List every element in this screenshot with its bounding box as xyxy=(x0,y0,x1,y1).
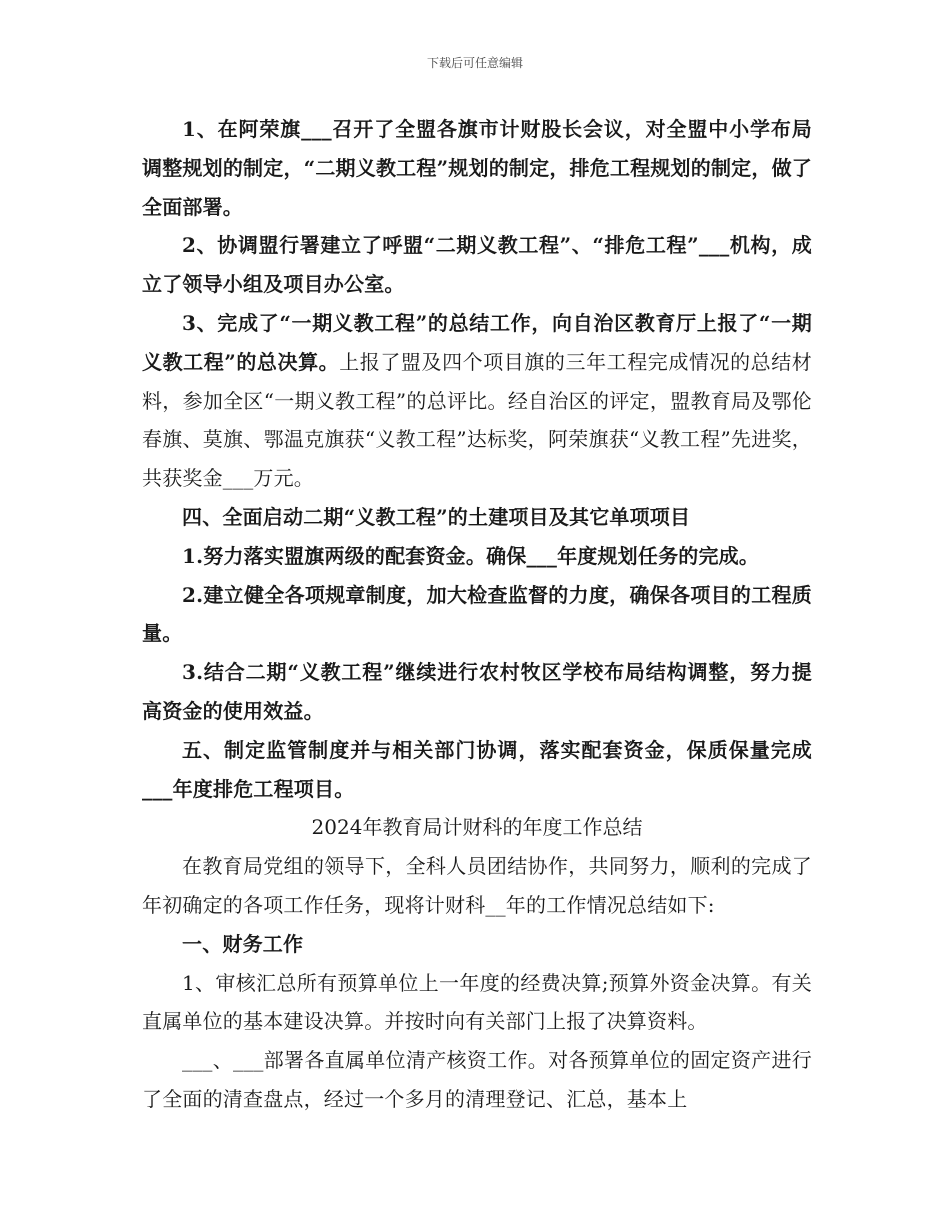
finance-paragraph-1: 1、审核汇总所有预算单位上一年度的经费决算;预算外资金决算。有关直属单位的基本建设决算。并按时向有关部门上报了决算资料。 xyxy=(142,970,812,1034)
paragraph-item-1: 1、在阿荣旗___召开了全盟各旗市计财股长会议，对全盟中小学布局调整规划的制定，“二期义教工程”规划的制定，排危工程规划的制定，做了全面部署。 xyxy=(142,117,812,219)
paragraph-item-3 xyxy=(142,304,812,498)
paragraph-item-3-bold: 3、完成了“一期义教工程”的总结工作，向自治区教育厅上报了“一期义教工程”的总决算。 xyxy=(142,310,812,374)
paragraph-item-4-2: 2.建立健全各项规章制度，加大检查监督的力度，确保各项目的工程质量。 xyxy=(142,582,812,646)
intro-paragraph: 在教育局党组的领导下，全科人员团结协作，共同努力，顺利的完成了年初确定的各项工作任务，现将计财科__年的工作情况总结如下: xyxy=(142,854,812,917)
section-heading-5: 五、制定监管制度并与相关部门协调，落实配套资金，保质保量完成___年度排危工程项目。 xyxy=(142,737,812,801)
paragraph-item-4-1: 1.努力落实盟旗两级的配套资金。确保___年度规划任务的完成。 xyxy=(182,543,760,568)
page-header: 下载后可任意编辑 xyxy=(426,56,523,70)
paragraph-item-2: 2、协调盟行署建立了呼盟“二期义教工程”、“排危工程”___机构，成立了领导小组及项目办公室。 xyxy=(142,233,812,297)
paragraph-item-4-3: 3.结合二期“义教工程”继续进行农村牧区学校布局结构调整，努力提高资金的使用效益。 xyxy=(142,660,812,723)
document-title: 2024年教育局计财科的年度工作总结 xyxy=(311,815,643,840)
section-heading-4: 四、全面启动二期“义教工程”的土建项目及其它单项项目 xyxy=(182,504,691,529)
section-heading-finance: 一、财务工作 xyxy=(182,931,304,956)
document-body xyxy=(142,110,812,1119)
paragraph-item-3-normal: 上报了盟及四个项目旗的三年工程完成情况的总结材料，参加全区“一期义教工程”的总评比。经自治区的评定，盟教育局及鄂伦春旗、莫旗、鄂温克旗获“义教工程”达标奖，阿荣旗获“义教工程”先进奖，共获奖金___万元。 xyxy=(142,349,812,491)
finance-paragraph-2: ___、___部署各直属单位清产核资工作。对各预算单位的固定资产进行了全面的清查盘点，经过一个多月的清理登记、汇总，基本上 xyxy=(142,1048,812,1111)
